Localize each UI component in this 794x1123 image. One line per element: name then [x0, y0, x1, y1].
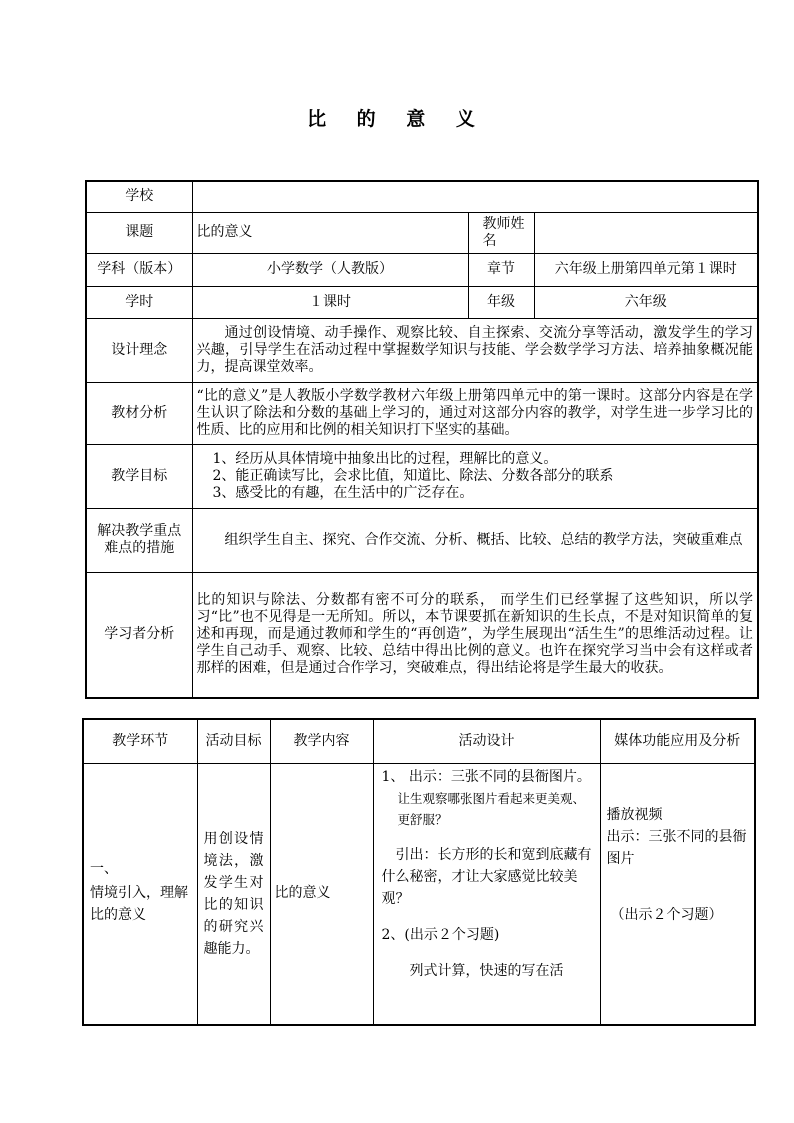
header-stage: 教学环节: [83, 719, 197, 763]
chapter-value: 六年级上册第四单元第１课时: [534, 253, 758, 286]
goal-item: 3、感受比的有趣，在生活中的广泛存在。: [212, 484, 474, 501]
material-label: 教材分析: [86, 382, 192, 444]
teacher-value: [534, 212, 758, 253]
school-label: 学校: [86, 181, 192, 212]
header-content: 教学内容: [270, 719, 373, 763]
media-item: （出示２个习题）: [610, 906, 723, 923]
design-text: 通过创设情境、动手操作、观察比较、自主探索、交流分享等活动，激发学生的学习兴趣，引导学生在活动过程中掌握数学知识与技能、学会数学学习方法、培养抽象概况能力，提高课堂效率。: [192, 318, 758, 382]
school-value: [192, 181, 758, 212]
subject-label: 学科（版本）: [86, 253, 192, 286]
media-item: 出示：三张不同的县衙图片: [606, 828, 747, 867]
design-step-3: 2、(出示２个习题): [381, 926, 500, 943]
material-text: “比的意义”是人教版小学数学教材六年级上册第四单元中的第一课时。这部分内容是在学生认识了除法和分数的基础上学习的，通过对这部分内容的教学，对学生进一步学习比的性质、比的应用和比例的相关知识打下坚实的基础。: [192, 382, 758, 444]
header-design: 活动设计: [373, 719, 600, 763]
media-cell: [600, 763, 755, 1025]
goal-item: 1、经历从具体情境中抽象出比的过程，理解比的意义。: [212, 450, 558, 467]
lesson-info-table: [85, 180, 759, 699]
stage-name: 情境引入，理解比的意义: [90, 885, 188, 924]
chapter-label: 章节: [468, 253, 534, 286]
media-item: 播放视频: [606, 806, 663, 823]
measures-text: 组织学生自主、探究、合作交流、分析、概括、比较、总结的教学方法，突破重难点: [192, 508, 758, 572]
design-label: 设计理念: [86, 318, 192, 382]
teaching-process-table: [82, 718, 756, 1026]
design-step-1-note: 让生观察哪张图片看起来更美观、更舒服？: [397, 790, 586, 827]
learner-text: 比的知识与除法、分数都有密不可分的联系， 而学生们已经掌握了这些知识，所以学习“比”也不见得是一无所知。所以，本节课要抓在新知识的生长点，不是对知识简单的复述和再现，而是通过教师和学生的“再创造”，为学生展现出“活生生”的思维活动过程。让学生自己动手、观察、比较、总结中得出比例的意义。也许在探究学习当中会有这样或者那样的困难，但是通过合作学习，突破难点，得出结论将是学生最大的收获。: [192, 572, 758, 698]
goal-item: 2、能正确读写比，会求比值，知道比、除法、分数各部分的联系: [212, 467, 614, 484]
header-goal: 活动目标: [197, 719, 270, 763]
topic-label: 课题: [86, 212, 192, 253]
design-step-2: 引出：长方形的长和宽到底藏有什么秘密，才让大家感觉比较美观？: [381, 846, 592, 907]
page-title: 比 的 意 义: [307, 108, 487, 130]
header-media: 媒体功能应用及分析: [600, 719, 755, 763]
topic-value: 比的意义: [192, 212, 468, 253]
goals-list: [192, 444, 758, 508]
goal-cell: 用创设情境法，激发学生对比的知识的研究兴趣能力。: [197, 763, 270, 1025]
teacher-label: 教师姓名: [468, 212, 534, 253]
stage-number: 一、: [90, 861, 118, 878]
content-cell: 比的意义: [270, 763, 373, 1025]
design-step-4: 列式计算，快速的写在活: [409, 962, 564, 979]
hours-value: １课时: [192, 286, 468, 318]
design-step-1: 1、 出示：三张不同的县衙图片。: [381, 768, 591, 785]
goals-label: 教学目标: [86, 444, 192, 508]
design-cell: [373, 763, 600, 1025]
subject-value: 小学数学（人教版）: [192, 253, 468, 286]
learner-label: 学习者分析: [86, 572, 192, 698]
stage-cell: [83, 763, 197, 1025]
hours-label: 学时: [86, 286, 192, 318]
grade-value: 六年级: [534, 286, 758, 318]
grade-label: 年级: [468, 286, 534, 318]
measures-label: 解决教学重点难点的措施: [86, 508, 192, 572]
